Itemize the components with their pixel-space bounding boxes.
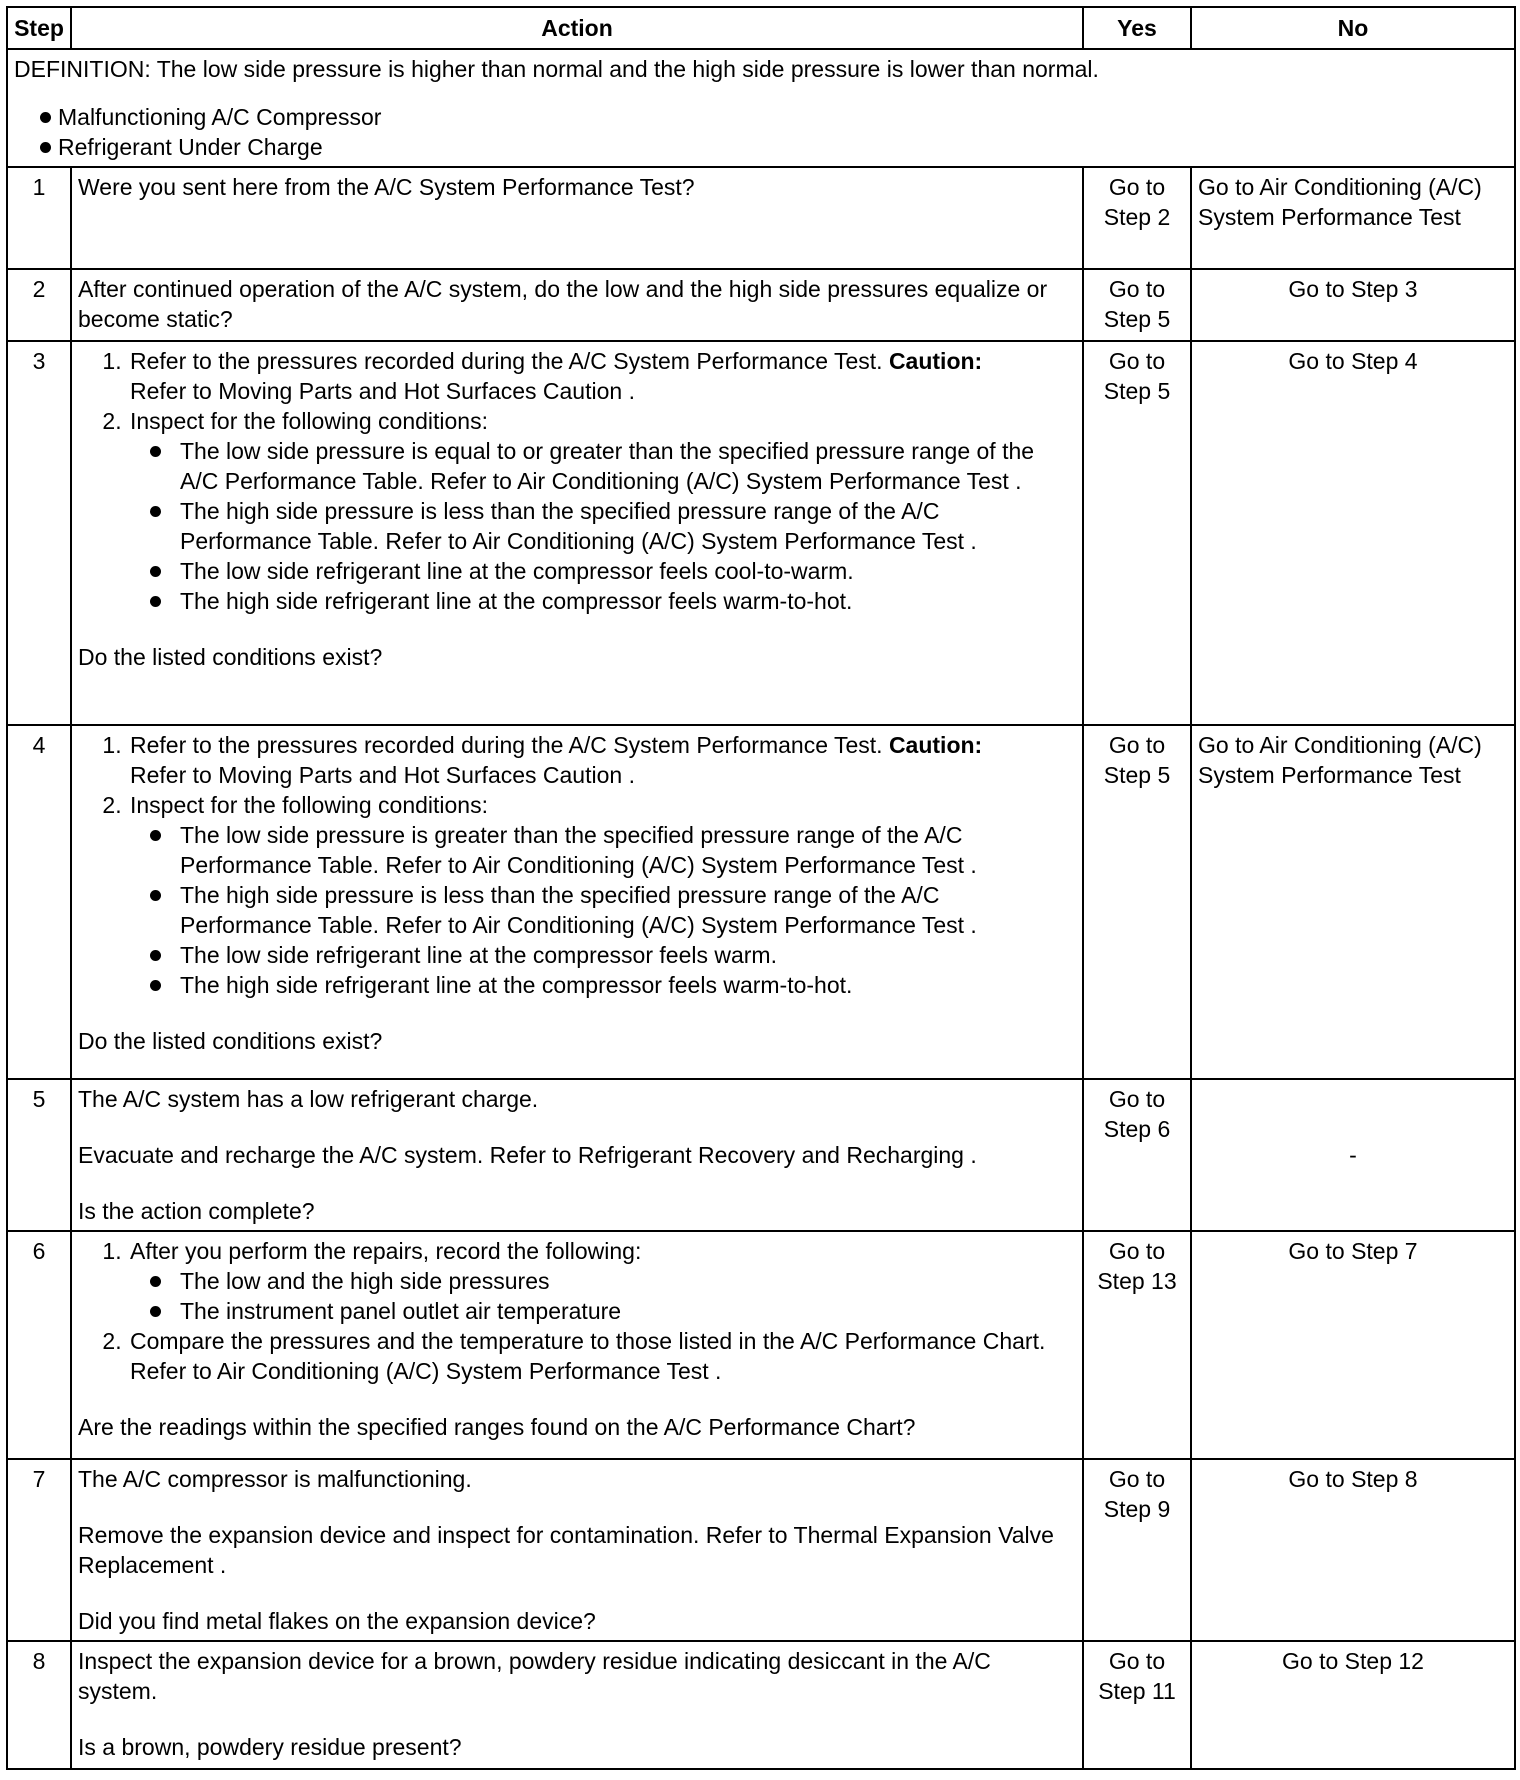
header-no: No <box>1191 7 1515 49</box>
question-text: Is a brown, powdery residue present? <box>78 1734 462 1760</box>
condition-item: The high side pressure is less than the specified pressure range of the A/C Performance Table. Refer to Air Conditioning (A/C) System Performance Test . <box>130 496 1076 556</box>
instruction-list <box>78 346 1076 616</box>
header-yes: Yes <box>1083 7 1191 49</box>
header-action: Action <box>71 7 1083 49</box>
yes-link[interactable]: Go to Step 5 <box>1083 725 1191 1079</box>
table-row-step-2 <box>7 269 1515 341</box>
yes-link[interactable]: Go to Step 9 <box>1083 1459 1191 1641</box>
question-text: Are the readings within the specified ranges found on the A/C Performance Chart? <box>78 1414 916 1440</box>
instruction-text: After you perform the repairs, record the following: <box>130 1238 642 1264</box>
yes-link[interactable]: Go to Step 13 <box>1083 1231 1191 1459</box>
question-text: Did you find metal flakes on the expansion device? <box>78 1608 596 1634</box>
caution-label: Caution: <box>888 732 983 758</box>
instruction-item <box>128 790 1076 1000</box>
definition-cell <box>7 49 1515 167</box>
instruction-item <box>128 730 1076 790</box>
table-row-step-8 <box>7 1641 1515 1769</box>
instruction-text: Refer to the pressures recorded during the A/C System Performance Test. <box>130 732 883 758</box>
definition-bullet-2: Refrigerant Under Charge <box>14 132 1508 162</box>
action-cell <box>71 1459 1083 1641</box>
condition-item: The high side refrigerant line at the compressor feels warm-to-hot. <box>130 586 1076 616</box>
no-link[interactable]: Go to Step 12 <box>1191 1641 1515 1769</box>
yes-link[interactable]: Go to Step 5 <box>1083 341 1191 725</box>
definition-bullet-1: Malfunctioning A/C Compressor <box>14 102 1508 132</box>
record-list <box>130 1266 1076 1326</box>
table-row-step-1 <box>7 167 1515 269</box>
no-link[interactable]: Go to Step 7 <box>1191 1231 1515 1459</box>
question-text: Do the listed conditions exist? <box>78 644 383 670</box>
caution-link[interactable]: Refer to Moving Parts and Hot Surfaces Caution . <box>130 378 635 404</box>
condition-item: The low side refrigerant line at the compressor feels cool-to-warm. <box>130 556 1076 586</box>
instruction-item <box>128 1236 1076 1326</box>
condition-item: The high side pressure is less than the specified pressure range of the A/C Performance Table. Refer to Air Conditioning (A/C) System Performance Test . <box>130 880 1076 940</box>
instruction-text: Refer to the pressures recorded during the A/C System Performance Test. <box>130 348 883 374</box>
question-text: After continued operation of the A/C system, do the low and the high side pressures equalize or become static? <box>78 276 1048 332</box>
yes-link[interactable]: Go to Step 11 <box>1083 1641 1191 1769</box>
no-link[interactable]: Go to Air Conditioning (A/C) System Performance Test <box>1191 167 1515 269</box>
question-text: Do the listed conditions exist? <box>78 1028 383 1054</box>
record-item: The instrument panel outlet air temperature <box>130 1296 1076 1326</box>
step-number: 8 <box>7 1641 71 1769</box>
no-link[interactable]: Go to Step 4 <box>1191 341 1515 725</box>
paragraph-text: Remove the expansion device and inspect for contamination. Refer to Thermal Expansion Valve Replacement . <box>78 1522 1054 1578</box>
action-cell <box>71 1079 1083 1231</box>
table-row-step-4 <box>7 725 1515 1079</box>
paragraph-text: The A/C system has a low refrigerant charge. <box>78 1086 539 1112</box>
paragraph-text: Evacuate and recharge the A/C system. Refer to Refrigerant Recovery and Recharging . <box>78 1142 977 1168</box>
header-step: Step <box>7 7 71 49</box>
instruction-item <box>128 346 1076 406</box>
definition-bullets <box>14 102 1508 162</box>
instruction-list <box>78 730 1076 1000</box>
condition-item: The low side pressure is greater than the specified pressure range of the A/C Performance Table. Refer to Air Conditioning (A/C) System Performance Test . <box>130 820 1076 880</box>
condition-item: The low side pressure is equal to or greater than the specified pressure range of the A/C Performance Table. Refer to Air Conditioning (A/C) System Performance Test . <box>130 436 1076 496</box>
no-link[interactable]: Go to Step 8 <box>1191 1459 1515 1641</box>
paragraph-text: The A/C compressor is malfunctioning. <box>78 1466 472 1492</box>
step-number: 7 <box>7 1459 71 1641</box>
definition-text: DEFINITION: The low side pressure is higher than normal and the high side pressure is lower than normal. <box>14 56 1099 82</box>
yes-link[interactable]: Go to Step 2 <box>1083 167 1191 269</box>
header-row <box>7 7 1515 49</box>
caution-label: Caution: <box>888 348 983 374</box>
caution-link[interactable]: Refer to Moving Parts and Hot Surfaces Caution . <box>130 762 635 788</box>
action-cell <box>71 269 1083 341</box>
no-link[interactable]: Go to Step 3 <box>1191 269 1515 341</box>
instruction-text: Inspect for the following conditions: <box>130 792 488 818</box>
record-item: The low and the high side pressures <box>130 1266 1076 1296</box>
instruction-text: Inspect for the following conditions: <box>130 408 488 434</box>
diagnostic-table <box>6 6 1516 1770</box>
instruction-list <box>78 1236 1076 1386</box>
step-number: 4 <box>7 725 71 1079</box>
action-cell <box>71 167 1083 269</box>
action-cell <box>71 1231 1083 1459</box>
instruction-item <box>128 406 1076 616</box>
yes-link[interactable]: Go to Step 5 <box>1083 269 1191 341</box>
no-link[interactable]: Go to Air Conditioning (A/C) System Performance Test <box>1191 725 1515 1079</box>
table-row-step-5 <box>7 1079 1515 1231</box>
step-number: 6 <box>7 1231 71 1459</box>
step-number: 2 <box>7 269 71 341</box>
step-number: 3 <box>7 341 71 725</box>
yes-link[interactable]: Go to Step 6 <box>1083 1079 1191 1231</box>
step-number: 1 <box>7 167 71 269</box>
table-row-step-3 <box>7 341 1515 725</box>
table-row-step-7 <box>7 1459 1515 1641</box>
condition-list <box>130 436 1076 616</box>
no-value: - <box>1191 1079 1515 1231</box>
instruction-item: 2. Compare the pressures and the temperature to those listed in the A/C Performance Chart. Refer to Air Conditioning (A/C) System Performance Test . <box>128 1326 1076 1386</box>
table-row-step-6 <box>7 1231 1515 1459</box>
condition-list <box>130 820 1076 1000</box>
condition-item: The high side refrigerant line at the compressor feels warm-to-hot. <box>130 970 1076 1000</box>
step-number: 5 <box>7 1079 71 1231</box>
definition-row <box>7 49 1515 167</box>
condition-item: The low side refrigerant line at the compressor feels warm. <box>130 940 1076 970</box>
action-cell <box>71 1641 1083 1769</box>
paragraph-text: Inspect the expansion device for a brown, powdery residue indicating desiccant in the A/C system. <box>78 1648 991 1704</box>
action-cell <box>71 725 1083 1079</box>
action-cell <box>71 341 1083 725</box>
question-text: Is the action complete? <box>78 1198 315 1224</box>
question-text: Were you sent here from the A/C System Performance Test? <box>78 174 695 200</box>
